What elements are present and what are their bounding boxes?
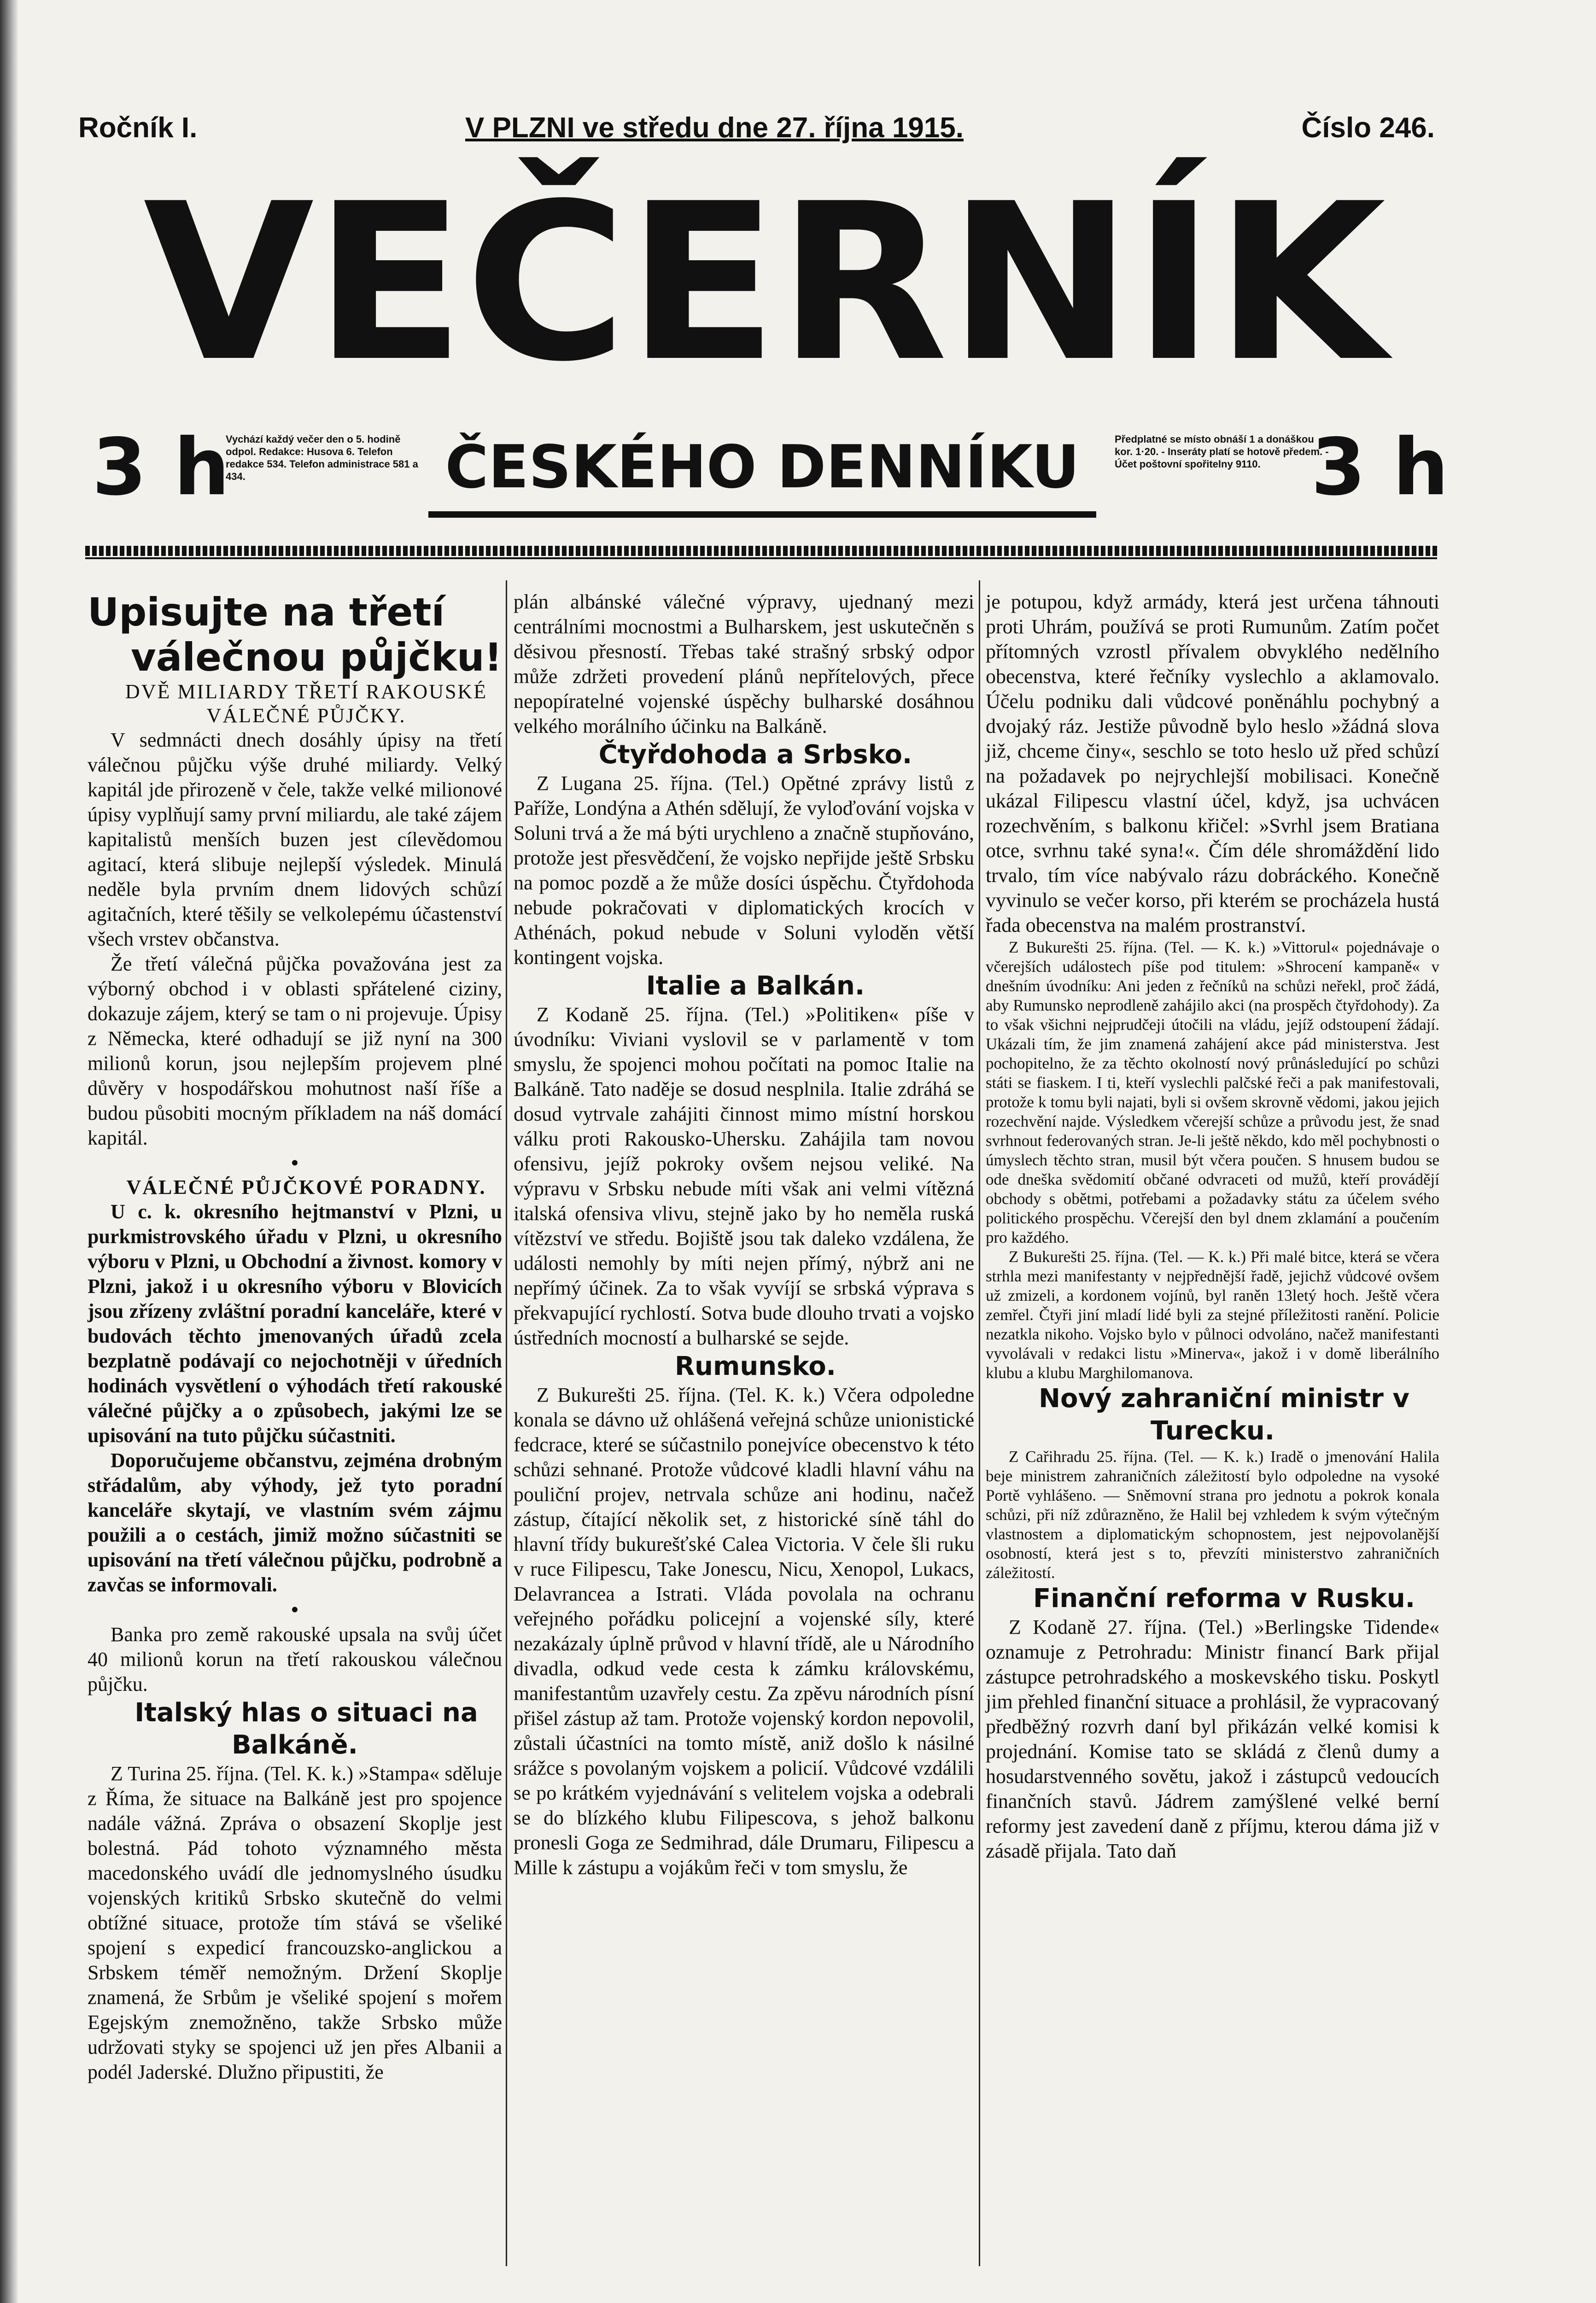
subheading: VÁLEČNÉ PŮJČKOVÉ PORADNY.	[126, 1176, 486, 1198]
issue-number: Číslo 246.	[1301, 112, 1435, 144]
imprint-right: Předplatné se místo obnáší 1 a donáškou kor. 1·20. - Inseráty platí se hotově předem. - Účet poštovní spořitelny 9110.	[1115, 433, 1329, 470]
scan-edge	[0, 0, 18, 2303]
column-2	[514, 590, 974, 1880]
paragraph: Banka pro země rakouské upsala na svůj účet 40 milionů korun na třetí rakouskou válečnou půjčku.	[88, 1623, 502, 1695]
paragraph: Že třetí válečná půjčka považována jest za výborný obchod i v oblasti spřátelené ciziny, dokazuje zájem, který se tam o ni projevuje. Úpisy z Německa, které odhadují se již nyní na 300 milionů korun, jsou nejlepším projevem plné důvěry v hospodářskou mohutnost naší říše a budou působiti mocným příkladem na náš domácí kapitál.	[88, 953, 502, 1149]
imprint-left: Vychází každý večer den o 5. hodině odpol. Redakce: Husova 6. Telefon redakce 534. Telefon administrace 581 a 434.	[226, 433, 418, 482]
column-rule	[506, 580, 507, 2266]
paragraph: U c. k. okresního hejtmanství v Plzni, u purkmistrovského úřadu v Plzni, u okresního výboru v Plzni, u Obchodní a živnost. komory v Plzni, jakož i u okresního výboru v Blovicích jsou zřízeny zvláštní poradní kanceláře, které v budovách těchto jmenovaných úřadů zcela bezplatně podávají co nejochotněji v úředních hodinách vysvětlení o výhodách třetí rakouské válečné půjčky a o způsobech, jakými lze se upisování na tuto půjčku súčastniti.	[88, 1200, 502, 1447]
paragraph: Z Kodaně 25. října. (Tel.) »Politiken« píše v úvodníku: Viviani vyslovil se v parlamentě v tom smyslu, že spojenci mohou počítati na pomoc Italie na Balkáně. Tato naděje se dosud nesplnila. Italie zdráhá se dosud vytrvale zahájiti činnost mimo místní horskou válku proti Rakousko-Uhersku. Zahájila tam novou ofensivu, jejíž pokroky ovšem nejsou veliké. Na výpravu v Srbsku nebude míti však ani velmi vítězná italská ofensiva vlivu, stejně jako by ho neměla ruská vítězství ve středu. Bojiště jsou tak daleko vzdálena, že události nemohly by míti nejen přímý, nýbrž ani ne nepřímý účinek. Za to však vyvíjí se srbská výprava s překvapující rychlostí. Sotva bude dlouho trvati a vojsko ústředních mocností a bulharské se sejde.	[514, 1003, 974, 1349]
headline-russia-finance: Finanční reforma v Rusku.	[1033, 1584, 1415, 1613]
headline-entente-serbia: Čtyřdohoda a Srbsko.	[598, 740, 912, 770]
header-separator	[85, 546, 1437, 556]
paragraph: Z Lugana 25. října. (Tel.) Opětné zprávy listů z Paříže, Londýna a Athén sdělují, že vyloďování vojska v Soluni trvá a že má býti urychleno a značně stupňováno, protože jest přesvědčení, že vojsko nepřijde ještě Srbsku na pomoc pozdě a že může dosíci úspěchu. Čtyřdohoda nebude pokračovati v diplomatických krocích v Athénách, pokud nebude v Soluni vyloděn větší kontingent vojska.	[514, 772, 974, 969]
subheading: VÁLEČNÉ PŮJČKY.	[206, 704, 406, 727]
paragraph: plán albánské válečné výpravy, ujednaný mezi centrálními mocnostmi a Bulharskem, jest uskutečněn s děsivou přesností. Třebas také strašný srbský odpor může zdržeti provedení plánů nepřítelových, přece nepopíratelné vojenské úspěchy bulharské dosáhnou velkého morálního účinku na Balkáně.	[514, 590, 974, 737]
paragraph-small: Z Cařihradu 25. října. (Tel. — K. k.) Iradě o jmenování Halila beje ministrem zahraničních záležitostí bylo odpoledne na vysoké Portě vyhlášeno. — Sněmovní strana pro jednotu a pokrok konala schůzi, při níž zdůrazněno, že Halil bej vzhledem k svým výtečným vlastnostem a diplomatickým schopnostem, jest nejpovolanější osobností, která jest s to, převzíti ministerstvo zahraničních záležitostí.	[986, 1448, 1439, 1582]
paragraph: Z Kodaně 27. října. (Tel.) »Berlingske Tidende« oznamuje z Petrohradu: Ministr financí Bark přijal zástupce petrohradského a moskevského tisku. Poskytl jim přehled finanční situace a prohlásil, že vypracovaný předběžný rozvrh daní byl přikázán velké komisi k projednání. Komise tato se skládá z členů dumy a hosudarstvenného sovětu, jakož i zástupců vedoucích finančních stavů. Jádrem zamýšlené velké berní reformy jest zavedení daně z příjmu, kterou dáma již v zásadě přijala. Tato daň	[986, 1616, 1439, 1862]
price-right: 3 h	[1311, 422, 1449, 513]
header-separator-line	[85, 557, 1437, 559]
price-left: 3 h	[92, 422, 230, 513]
headline-war-loan-1: Upisujte na třetí	[88, 590, 445, 635]
headline-war-loan-2: válečnou půjčku!	[130, 635, 502, 680]
column-rule	[979, 580, 980, 2266]
paragraph-small: Z Bukurešti 25. října. (Tel. — K. k.) »Vittorul« pojednávaje o včerejších událostech píše pod titulem: »Shrocení kampaně« v dnešním úvodníku: Ani jeden z řečníků na schůzi neřekl, proč žádá, aby Rumunsko neprodleně zahájilo akci (na prospěch čtyřdohody). Za to však všichni nejprudčeji útočili na vládu, jejíž odstoupení žádají. Ukázali tím, že jim znamená zahájení akce pád ministerstva. Jest pochopitelno, že za těchto okolností nový průnásledující po schůzi státi se fiaskem. I ti, kteří vyslechli palčské řeči a pak manifestovali, protože k tomu byli najati, byli si ovšem skrovně vědomi, jakou jejich rozechvění najde. Výsledkem včerejší schůze a průvodu jest, že snad svrhnout federovaných stran. Je-li ještě někdo, kdo měl pochybnosti o úmyslech těchto stran, musil být včera poučen. S hnusem budou se ode dneška svědomití občané odvraceti od mužů, kteří provádějí obchody s obětmi, potřebami a požadavky státu za účelem svého politického prospěchu. Včerejší den byl dnem zklamání a poučením pro každého.	[986, 938, 1439, 1246]
paragraph: V sedmnácti dnech dosáhly úpisy na třetí válečnou půjčku výše druhé miliardy. Velký kapitál jde přirozeně v čele, takže velké milionové úpisy vyplňují samy první miliardu, ale také zájem kapitalistů menších buzen jest cílevědomou agitací, která slibuje nejlepší výsledek. Minulá neděle byla prvním dnem lidových schůzí agitačních, které těšily se velkolepému účastenství všech vrstev občanstva.	[88, 729, 502, 950]
bullet-separator: •	[291, 1598, 298, 1621]
paragraph: je potupou, když armády, která jest určena táhnouti proti Uhrám, používá se proti Rumunům. Zatím počet přítomných vzrostl přívalem obvyklého nedělního obecenstva, které řečníky vyslechlo a aklamovalo. Účelu podniku dali vůdcové poněnáhlu pochybný a dvojaký ráz. Jestiže původně bylo heslo »žádná slova již, chceme činy«, seschlo se toto heslo už před schůzí na požadavek po nejrychlejší mobilisaci. Konečně ukázal Filipescu vlastní účel, když, jsa uchvácen rozechvěním, s balkonu křičel: »Svrhl jsem Bratiana otce, svrhnu také syna!«. Čím déle shromáždění lido trvalo, tím více nabývalo rázu dobráckého. Konečně vyvinulo se večer korso, při kterém se procházela hustá řada obecenstva na malém prostranství.	[986, 590, 1439, 936]
headline-italian-voice: Italský hlas o situaci na Balkáně.	[134, 1698, 478, 1760]
masthead-subtitle: ČESKÉHO DENNÍKU	[445, 433, 1080, 502]
paragraph: Z Bukurešti 25. října. (Tel. K. k.) Včera odpoledne konala se dávno už ohlášená veřejná schůze unionistické fedcrace, které se súčastnilo ponejvíce obecenstvo k této schůzi sehnané. Protože vůdcové kladli hlavní váhu na pouliční projev, netrvala schůze ani hodinu, načež zástup, čítající několik set, z historické síně táhl do hlavní třídy bukurešťské Calea Victoria. V čele šli ruku v ruce Filipescu, Take Jonescu, Nicu, Xenopol, Lukacs, Delavrancea a Istrati. Vláda povolala na ochranu veřejného pořádku policejní a vojenské síly, které nezakázaly úplně průvod v hlavní třídě, ale u Národního divadla, odkud vede cesta k zámku královskému, manifestantům uzavřely cestu. Za zpěvu národních písní přišel zástup až tam. Protože vojenský kordon nepovolil, zůstali účastníci na tomto místě, aniž došlo k násilné srážce s povolaným vojskem a policií. Vůdcové vzdálili se po krátkém vyjednávání s velitelem vojska a odebrali se do blízkého klubu Filipescova, s jehož balkonu pronesli Goga ze Sedmihrad, dále Drumaru, Filipescu a Mille k zástupu a vojákům řeči v tom smyslu, že	[514, 1384, 974, 1879]
date-line: V PLZNI ve středu dne 27. října 1915.	[465, 112, 964, 144]
column-1	[88, 590, 502, 2085]
masthead-title: VEČERNÍK	[143, 157, 1386, 409]
paragraph: Z Turina 25. října. (Tel. K. k.) »Stampa« sděluje z Říma, že situace na Balkáně jest pro spojence nadále vážná. Zpráva o obsazení Skoplje jest bolestná. Pád tohoto významného města macedonského uvádí dle jednomyslného úsudku vojenských kritiků Srbsko skutečně do velmi obtížné situace, protože tím stává se všeliké spojení s expedicí francouzsko-anglickou a Srbskem téměř nemožným. Držení Skoplje znamená, že Srbům je všeliké spojení s mořem Egejským znemožněno, takže Srbsko může udržovati styky se spojenci už jen přes Albanii a podél Jaderské. Dlužno připustiti, že	[88, 1762, 502, 2083]
paragraph: Doporučujeme občanstvu, zejména drobným střádalům, aby výhody, jež tyto poradní kanceláře skytají, ve vlastním svém zájmu použili a o cestách, jimiž možno súčastniti se upisování na třetí válečnou půjčku, podrobně a zavčas se informovali.	[88, 1449, 502, 1596]
headline-turkey-minister: Nový zahraniční ministr v Turecku.	[1039, 1384, 1409, 1446]
column-3	[986, 590, 1439, 1864]
paragraph-small: Z Bukurešti 25. října. (Tel. — K. k.) Při malé bitce, která se včera strhla mezi manifestanty v nejpřednější řadě, jejichž vůdcové ovšem už zmizeli, a kordonem vojínů, byl raněn 13letý hoch. Ještě včera zemřel. Čtyři jiní mladí lidé byli za stejné příležitosti ranění. Policie nezatkla nikoho. Vojsko bylo v půlnoci odvoláno, načež manifestanti vyvolávali v redakci listu »Minerva«, jakož i v domě liberálního klubu a klubu Marghilomanova.	[986, 1248, 1439, 1382]
subtitle-rule	[428, 511, 1096, 518]
bullet-separator: •	[291, 1152, 298, 1174]
headline-italy-balkans: Italie a Balkán.	[646, 971, 865, 1001]
volume-label: Ročník I.	[78, 112, 198, 144]
headline-romania: Rumunsko.	[675, 1351, 836, 1381]
subheading: DVĚ MILIARDY TŘETÍ RAKOUSKÉ	[125, 680, 488, 703]
